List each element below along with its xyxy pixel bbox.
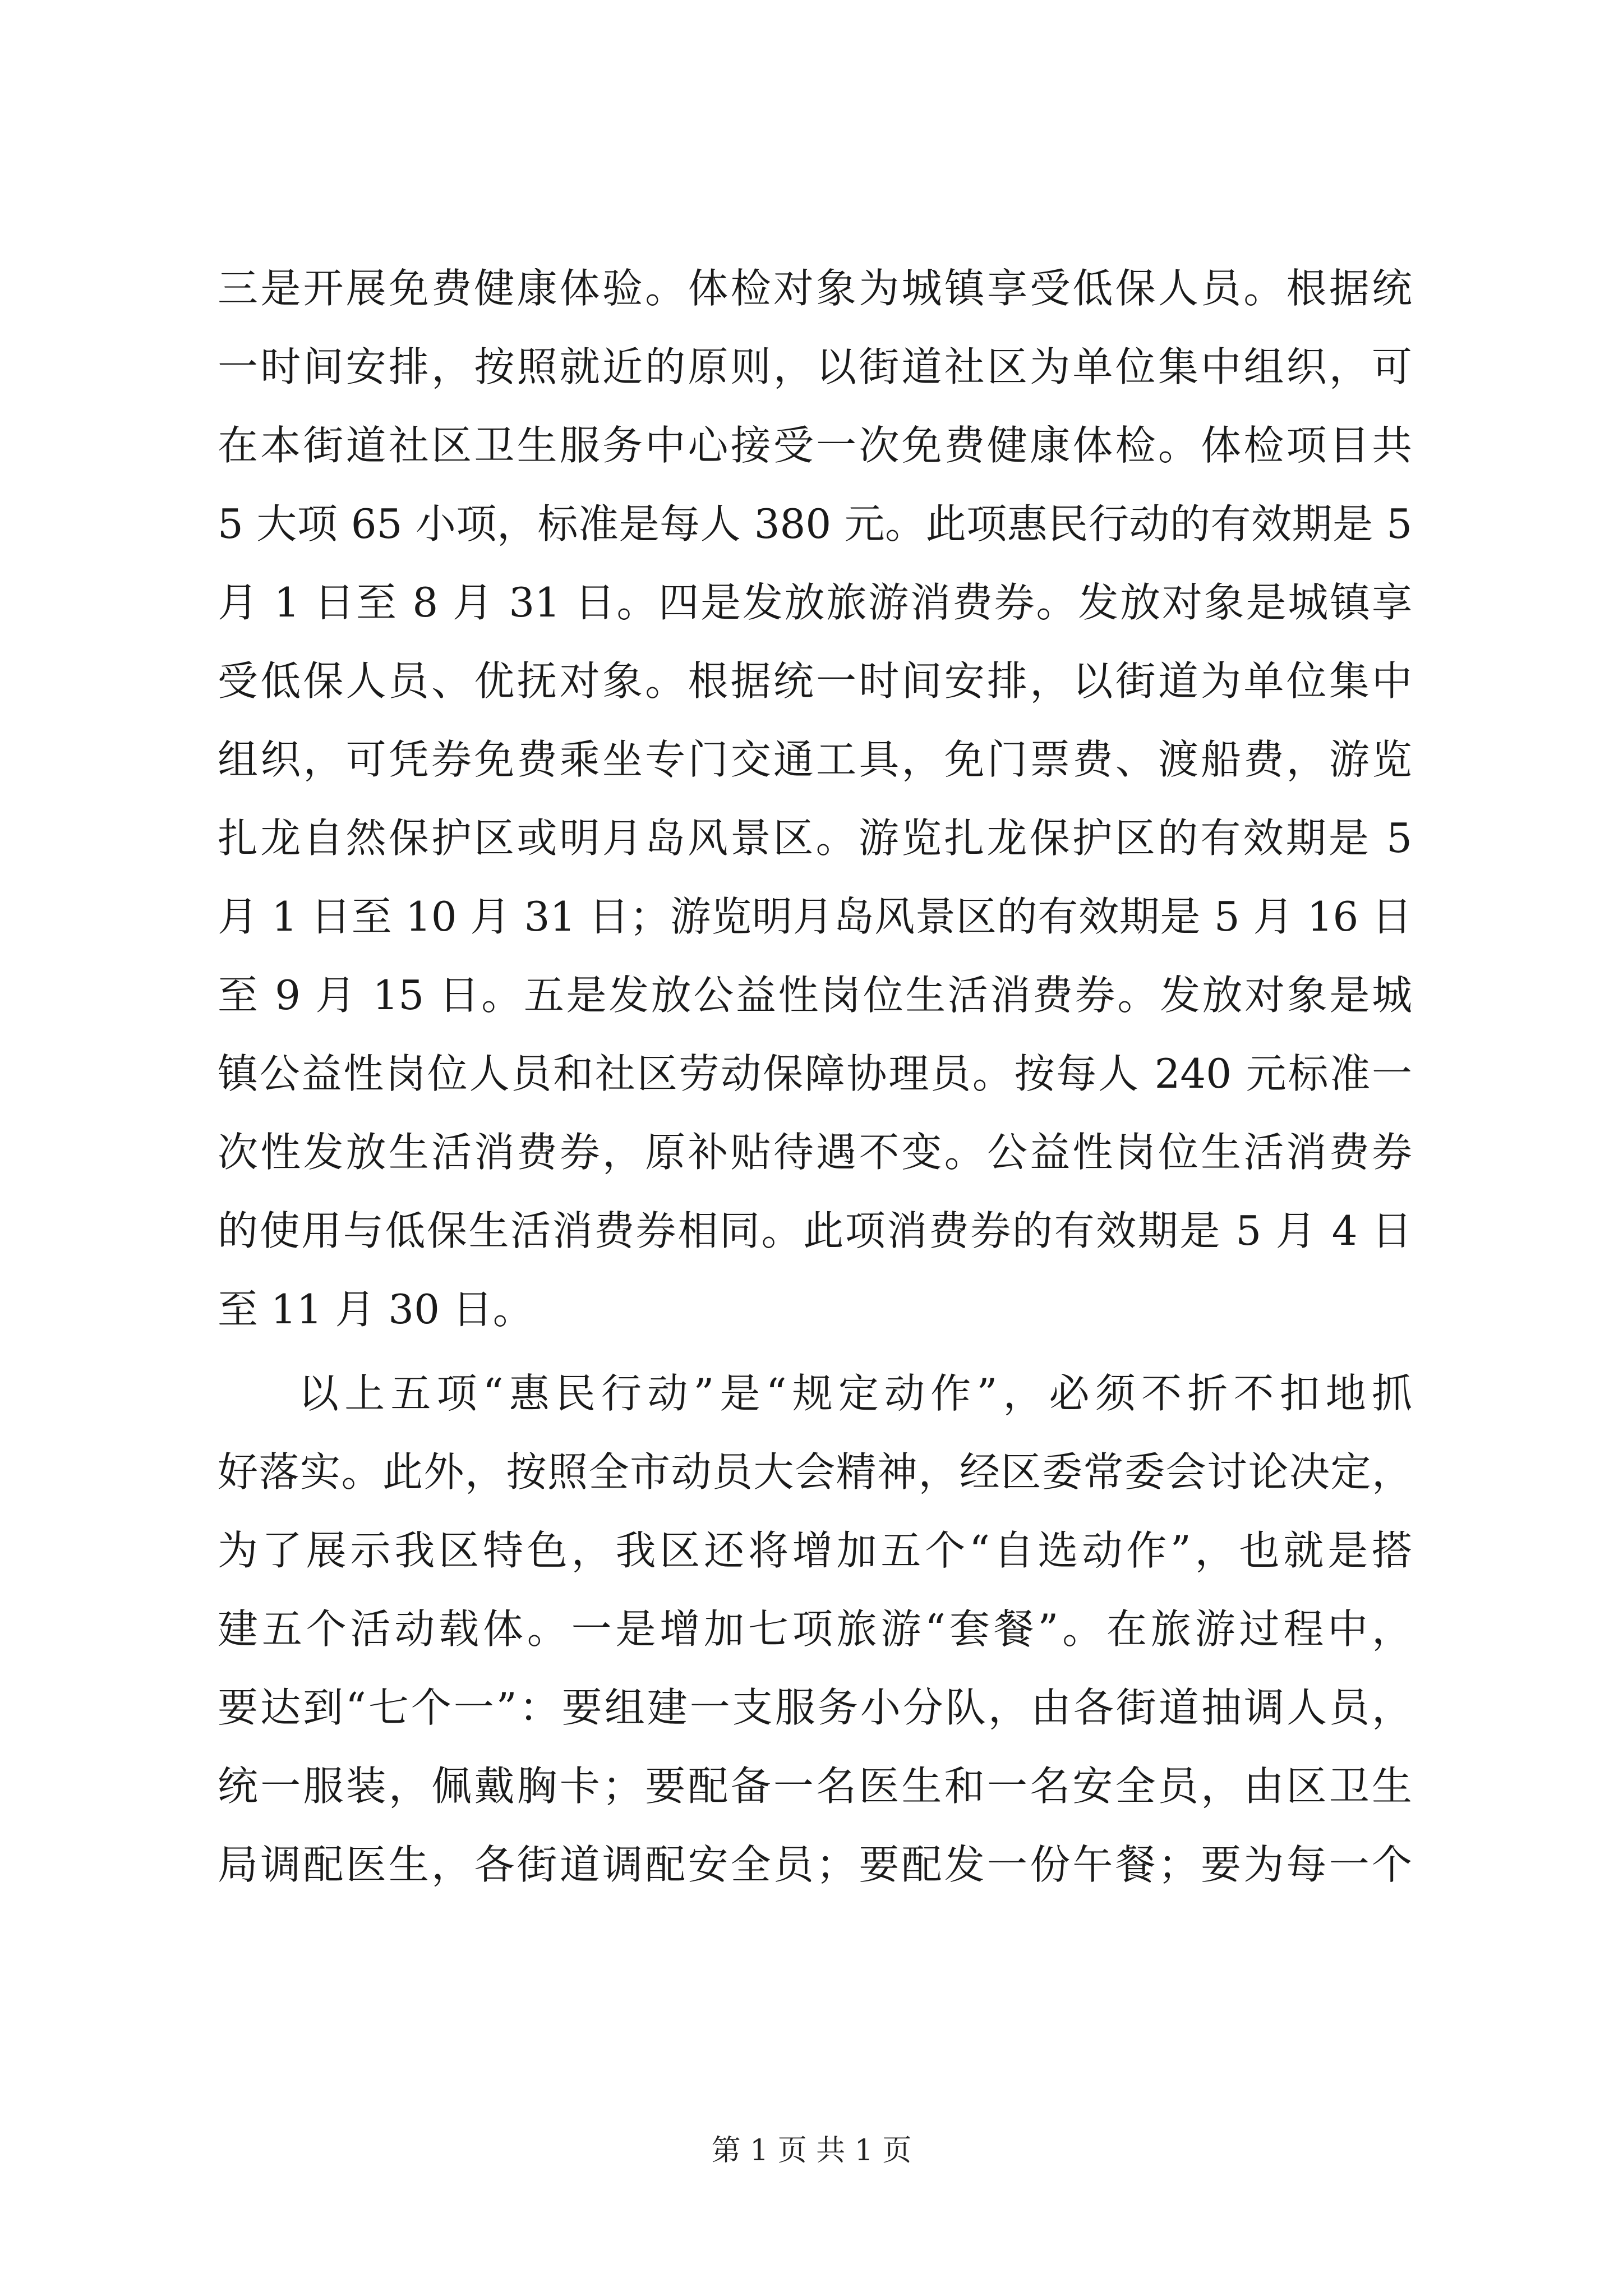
- text-line: 要达到“七个一”：要组建一支服务小分队，由各街道抽调人员，: [218, 1687, 1412, 1731]
- text-line: 局调配医生，各街道调配安全员；要配发一份午餐；要为每一个: [218, 1844, 1412, 1888]
- text-line: 月 1 日至 8 月 31 日。四是发放旅游消费券。发放对象是城镇享: [218, 582, 1412, 626]
- text-line: 三是开展免费健康体验。体检对象为城镇享受低保人员。根据统: [218, 268, 1412, 312]
- text-line: 建五个活动载体。一是增加七项旅游“套餐”。在旅游过程中，: [218, 1609, 1412, 1653]
- text-line: 的使用与低保生活消费券相同。此项消费券的有效期是 5 月 4 日: [218, 1211, 1412, 1254]
- text-line: 扎龙自然保护区或明月岛风景区。游览扎龙保护区的有效期是 5: [218, 818, 1412, 862]
- text-line: 在本街道社区卫生服务中心接受一次免费健康体检。体检项目共: [218, 425, 1412, 469]
- text-line: 受低保人员、优抚对象。根据统一时间安排，以街道为单位集中: [218, 661, 1412, 705]
- text-line: 次性发放生活消费券，原补贴待遇不变。公益性岗位生活消费券: [218, 1132, 1412, 1176]
- text-line: 至 9 月 15 日。五是发放公益性岗位生活消费券。发放对象是城: [218, 975, 1412, 1019]
- text-line: 为了展示我区特色，我区还将增加五个“自选动作”，也就是搭: [218, 1530, 1412, 1574]
- text-line: 统一服装，佩戴胸卡；要配备一名医生和一名安全员，由区卫生: [218, 1766, 1412, 1810]
- text-line: 镇公益性岗位人员和社区劳动保障协理员。按每人 240 元标准一: [218, 1053, 1412, 1097]
- text-line: 月 1 日至 10 月 31 日；游览明月岛风景区的有效期是 5 月 16 日: [218, 896, 1412, 940]
- page-footer: 第 1 页 共 1 页: [711, 2134, 912, 2168]
- text-line: 好落实。此外，按照全市动员大会精神，经区委常委会讨论决定，: [218, 1452, 1412, 1496]
- text-line: 以上五项“惠民行动”是“规定动作”，必须不折不扣地抓: [298, 1373, 1412, 1417]
- text-line: 5 大项 65 小项，标准是每人 380 元。此项惠民行动的有效期是 5: [218, 504, 1412, 547]
- text-line: 一时间安排，按照就近的原则，以街道社区为单位集中组织，可: [218, 347, 1412, 390]
- text-line: 组织，可凭券免费乘坐专门交通工具，免门票费、渡船费，游览: [218, 739, 1412, 783]
- text-line: 至 11 月 30 日。: [218, 1286, 533, 1333]
